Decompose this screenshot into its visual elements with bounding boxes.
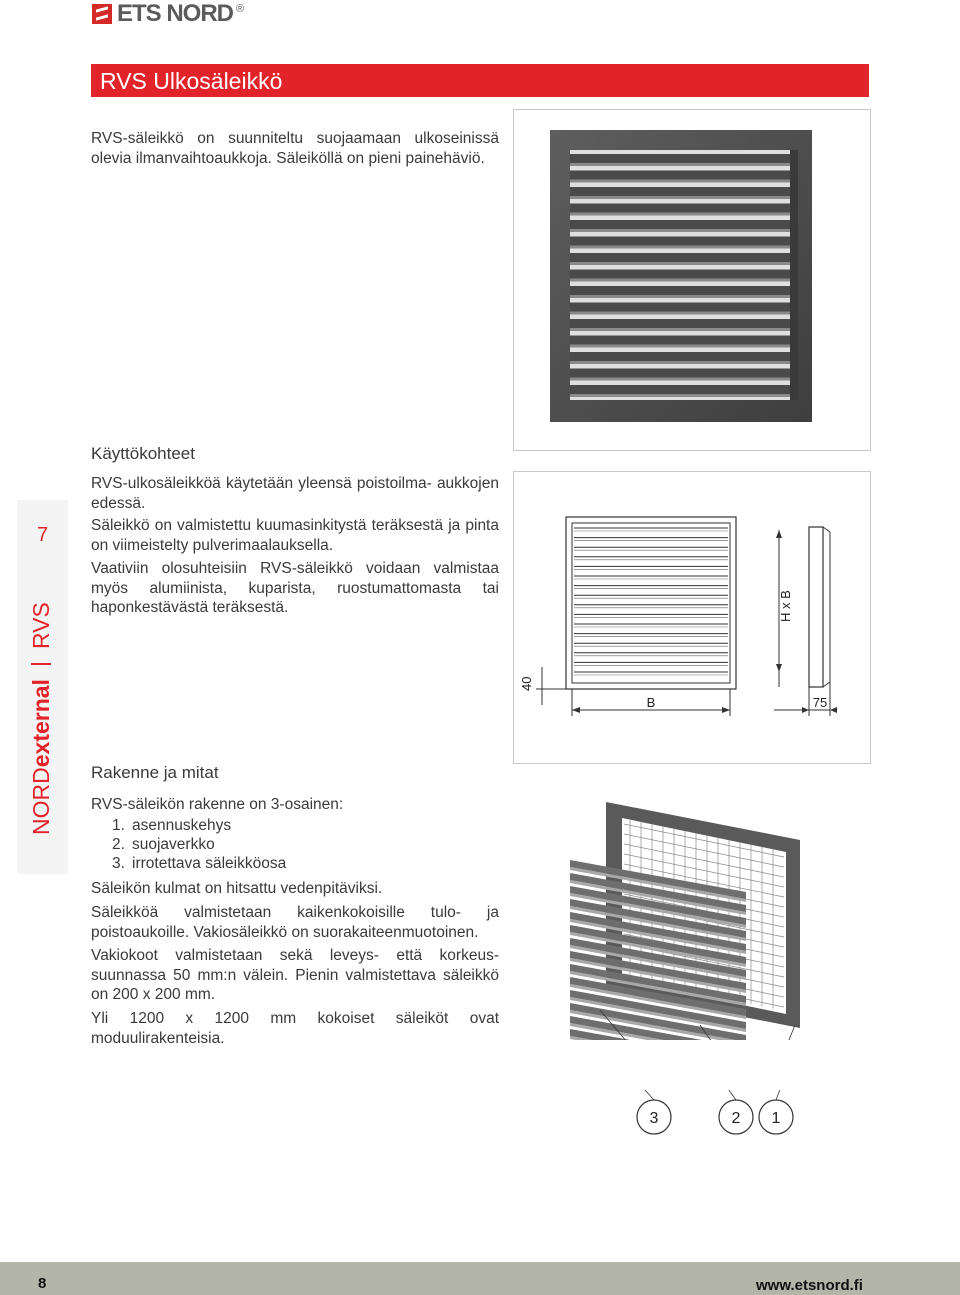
louvre-grille-image <box>514 110 870 450</box>
callout-2: 2 <box>731 1110 741 1127</box>
dim-75-label: 75 <box>812 695 828 710</box>
dimension-drawing <box>513 471 871 764</box>
structure-paragraph-4: Yli 1200 x 1200 mm kokoiset säleiköt ovat moduulirakenteisia. <box>91 1010 499 1047</box>
callout-1: 1 <box>771 1110 781 1127</box>
structure-paragraph-3: Vakiokoot valmistetaan sekä leveys- että korkeus-suunnassa 50 mm:n välein. Pienin valmistettava säleikkö on 200 x 200 mm. <box>91 947 499 1003</box>
usage-paragraph-1: RVS-ulkosäleikköä käytetään yleensä poistoilma- aukkojen edessä. <box>91 475 499 512</box>
exploded-view-svg <box>560 800 860 1040</box>
logo-mark-icon <box>92 4 112 24</box>
usage-paragraph-2: Säleikkö on valmistettu kuumasinkitystä teräksestä ja pinta on viimeistelty pulverimaalauksella. <box>91 517 499 554</box>
product-photo <box>513 109 871 451</box>
dim-b-label: B <box>646 695 656 710</box>
website-link[interactable]: www.etsnord.fi <box>756 1277 863 1294</box>
chapter-number: 7 <box>36 524 49 546</box>
structure-item-2: 2. suojaverkko <box>112 836 215 853</box>
side-tab-label <box>28 602 55 835</box>
structure-intro: RVS-säleikön rakenne on 3-osainen: <box>91 796 344 813</box>
structure-item-3: 3. irrotettava säleikköosa <box>112 855 287 872</box>
side-separator <box>31 663 51 665</box>
callout-3: 3 <box>649 1110 659 1127</box>
company-logo <box>92 2 244 26</box>
dim-hxb-label: H x B <box>778 590 793 622</box>
usage-paragraph-3: Vaativiin olosuhteisiin RVS-säleikkö voidaan valmistaa myös alumiinista, kuparista, ruostumattomasta tai haponkestävästä teräksestä. <box>91 560 499 616</box>
structure-item-1: 1. asennuskehys <box>112 817 232 834</box>
brand-bold: external <box>28 679 54 768</box>
title-bar <box>91 64 869 97</box>
structure-heading: Rakenne ja mitat <box>91 763 219 782</box>
structure-paragraph-2: Säleikköä valmistetaan kaikenkokoisille tulo- ja poistoaukoille. Vakiosäleikkö on suorakaiteenmuotoinen. <box>91 904 499 941</box>
page-number: 8 <box>38 1275 47 1292</box>
callout-labels <box>620 1090 800 1150</box>
dim-40-label: 40 <box>519 676 534 691</box>
intro-paragraph: RVS-säleikkö on suunniteltu suojaamaan ulkoseinissä olevia ilmanvaihtoaukkoja. Säleiköllä on pieni painehäviö. <box>91 130 499 167</box>
dimension-drawing-svg <box>514 472 870 763</box>
logo-name: ETS NORD <box>117 0 234 27</box>
exploded-view <box>560 800 860 1040</box>
page-title: RVS Ulkosäleikkö <box>100 68 283 94</box>
registered-mark: ® <box>236 3 245 15</box>
brand-light: NORD <box>28 767 54 835</box>
usage-heading: Käyttökohteet <box>91 444 195 463</box>
side-product: RVS <box>28 602 54 650</box>
structure-paragraph-1: Säleikön kulmat on hitsattu vedenpitäviksi. <box>91 880 383 897</box>
